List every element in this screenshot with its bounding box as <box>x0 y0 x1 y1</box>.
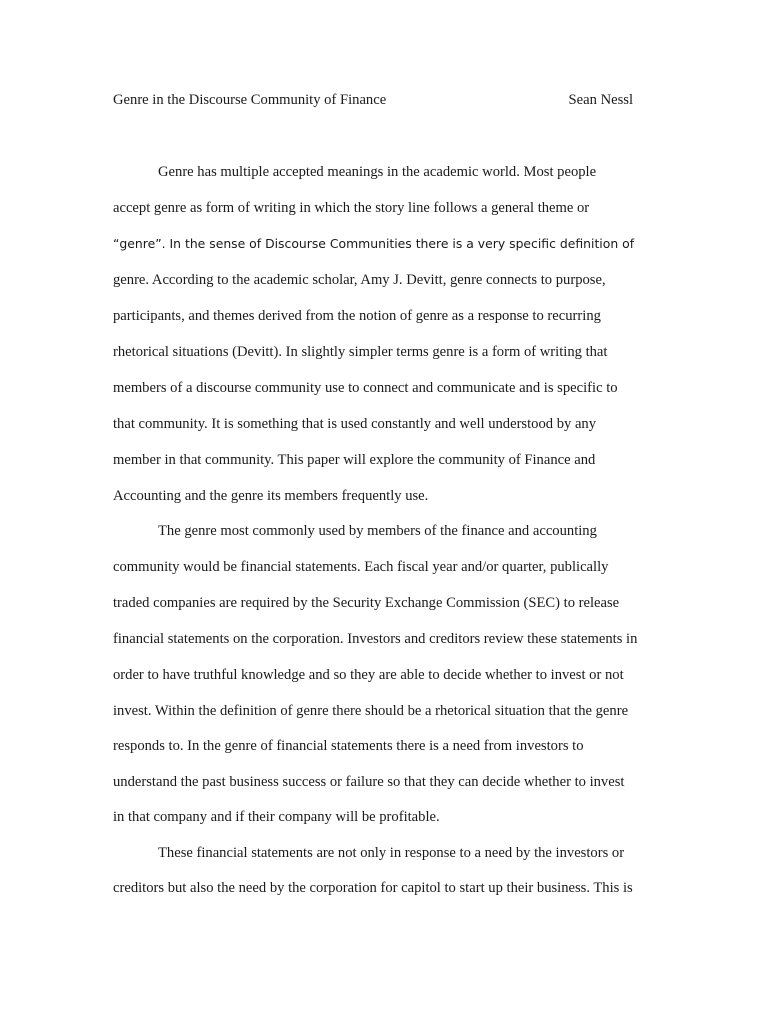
text-line: members of a discourse community use to connect and communicate and is specific to <box>113 380 618 396</box>
text-line: accept genre as form of writing in which the story line follows a general theme or <box>113 200 590 216</box>
text-line: participants, and themes derived from the notion of genre as a response to recurring <box>113 308 601 324</box>
text-line: traded companies are required by the Security Exchange Commission (SEC) to release <box>113 595 620 611</box>
text-line: rhetorical situations (Devitt). In slightly simpler terms genre is a form of writing that <box>113 344 608 360</box>
text-fragment-sans: In the sense of Discourse Communities there is a very specific definition of <box>169 236 635 251</box>
author-name: Sean Nessl <box>568 92 633 108</box>
text-line: invest. Within the definition of genre there should be a rhetorical situation that the genre <box>113 703 629 719</box>
text-line: The genre most commonly used by members of the finance and accounting <box>158 523 597 539</box>
text-line: order to have truthful knowledge and so they are able to decide whether to invest or not <box>113 667 624 683</box>
text-line: creditors but also the need by the corporation for capitol to start up their business. This is <box>113 880 633 896</box>
text-line: Accounting and the genre its members frequently use. <box>113 488 429 504</box>
text-line: that community. It is something that is used constantly and well understood by any <box>113 416 597 432</box>
text-line: financial statements on the corporation. Investors and creditors review these statements in <box>113 631 638 647</box>
text-line: responds to. In the genre of financial statements there is a need from investors to <box>113 738 584 754</box>
text-line: Genre has multiple accepted meanings in the academic world. Most people <box>158 164 597 180</box>
page-header <box>113 92 633 112</box>
text-line: understand the past business success or failure so that they can decide whether to invest <box>113 774 625 790</box>
text-line: genre. According to the academic scholar, Amy J. Devitt, genre connects to purpose, <box>113 272 606 288</box>
text-line: These financial statements are not only in response to a need by the investors or <box>158 845 625 861</box>
text-line: member in that community. This paper will explore the community of Finance and <box>113 452 596 468</box>
text-line: community would be financial statements. Each fiscal year and/or quarter, publically <box>113 559 609 575</box>
text-line <box>113 234 634 254</box>
document-title: Genre in the Discourse Community of Finance <box>113 92 387 108</box>
text-fragment: “genre”. <box>113 236 170 251</box>
text-line: in that company and if their company will be profitable. <box>113 809 440 825</box>
